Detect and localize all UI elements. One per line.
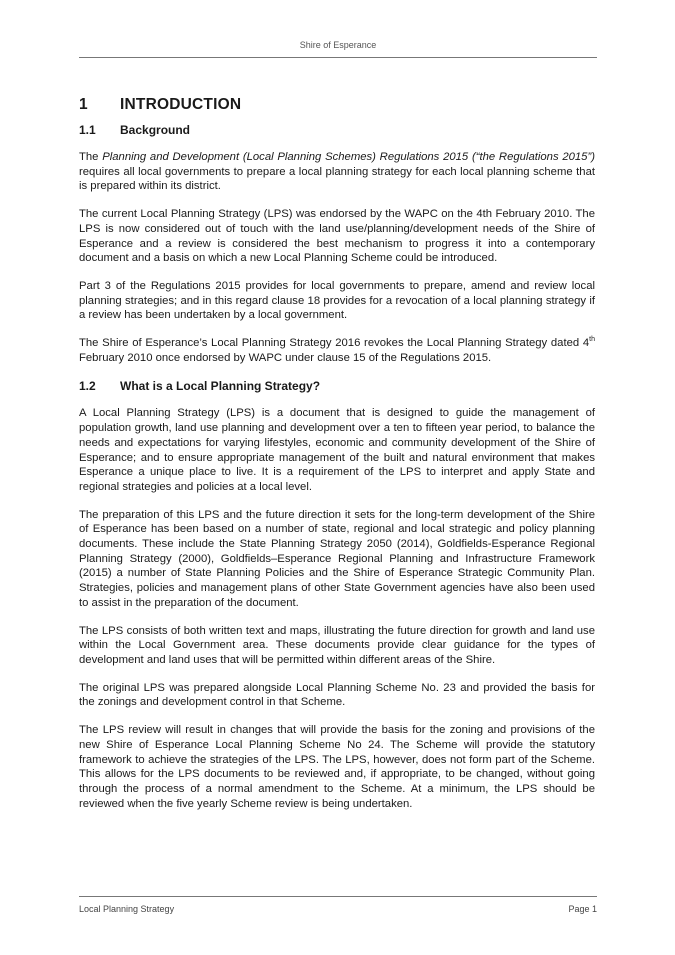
bg-p4-pre: The Shire of Esperance’s Local Planning Strategy 2016 revokes the Local Planning Strategy dated 4	[79, 337, 590, 350]
background-paragraph-1	[79, 150, 595, 194]
bg-p4-post: February 2010 once endorsed by WAPC under clause 15 of the Regulations 2015.	[79, 351, 492, 364]
section-1-1-title: Background	[120, 123, 191, 137]
lps-paragraph-1: A Local Planning Strategy (LPS) is a document that is designed to guide the management of population growth, land use planning and development over a ten to fifteen year period, to balance the needs and expectations for varying lifestyles, economic and community development of the Shire of Esperance; and to ensure appropriate management of the built and natural environment that makes Esperance a unique place to live. It is a requirement of the LPS to interpret and apply State and regional strategies and policies at a local level.	[79, 407, 595, 493]
bg-p4-sup: th	[589, 336, 595, 344]
section-1-2-heading	[79, 379, 595, 393]
background-paragraph-2: The current Local Planning Strategy (LPS) was endorsed by the WAPC on the 4th February 2010. The LPS is now considered out of touch with the land use/planning/development needs of the Shire of Esperance and a review is considered the best mechanism to progress it into a contemporary document and a basis on which a new Local Planning Scheme could be introduced.	[79, 208, 595, 265]
background-paragraph-4	[79, 336, 595, 365]
section-1-heading	[79, 96, 595, 114]
section-1-title: INTRODUCTION	[120, 96, 242, 113]
bg-p1-italic: Planning and Development (Local Planning Schemes) Regulations 2015 (“the Regulations 2015”)	[102, 151, 595, 163]
lps-paragraph-2: The preparation of this LPS and the future direction it sets for the long-term development of the Shire of Esperance has been based on a number of state, regional and local strategic and policy planning documents. These include the State Planning Strategy 2050 (2014), Goldfields-Esperance Regional Planning Strategy (2000), Goldfields–Esperance Regional Planning and Infrastructure Framework (2015) a number of State Planning Policies and the Shire of Esperance Strategic Community Plan. Strategies, policies and management plans of other State Government agencies have also been used to assist in the preparation of the document.	[79, 508, 595, 609]
bg-p1-post: requires all local governments to prepare a local planning strategy for each local planning scheme that is prepared within its district.	[79, 165, 595, 193]
background-paragraph-3: Part 3 of the Regulations 2015 provides for local governments to prepare, amend and review local planning strategies; and in this regard clause 18 provides for a revocation of a local planning strategy if a review has been undertaken by a local government.	[79, 279, 595, 322]
section-1-2-title: What is a Local Planning Strategy?	[120, 379, 321, 394]
section-1-1-heading	[79, 123, 595, 137]
lps-paragraph-4: The original LPS was prepared alongside Local Planning Scheme No. 23 and provided the basis for the zonings and development control in that Scheme.	[79, 681, 595, 709]
page-header: Shire of Esperance	[299, 40, 377, 50]
page-body	[79, 96, 595, 824]
lps-paragraph-3: The LPS consists of both written text and maps, illustrating the future direction for growth and land use within the Local Government area. These documents provide clear guidance for the types of development and land uses that will be permitted within different areas of the Shire.	[79, 624, 595, 666]
bg-p1-pre: The	[79, 151, 103, 163]
lps-paragraph-5: The LPS review will result in changes that will provide the basis for the zoning and provisions of the new Shire of Esperance Local Planning Scheme No 24. The Scheme will provide the statutory framework to achieve the strategies of the LPS. The LPS, however, does not form part of the Scheme. This allows for the LPS documents to be reviewed and, if appropriate, to be changed, without going through the process of a normal amendment to the Scheme. At a minimum, the LPS should be reviewed when the five yearly Scheme review is being undertaken.	[79, 724, 595, 810]
footer-rule	[79, 896, 597, 897]
footer-document-title: Local Planning Strategy	[79, 904, 175, 914]
section-1-1-number: 1.1	[79, 123, 96, 137]
section-1-number: 1	[79, 96, 88, 113]
section-1-2-number: 1.2	[79, 379, 96, 394]
header-rule	[79, 57, 597, 58]
footer-page-number: Page 1	[568, 904, 597, 914]
